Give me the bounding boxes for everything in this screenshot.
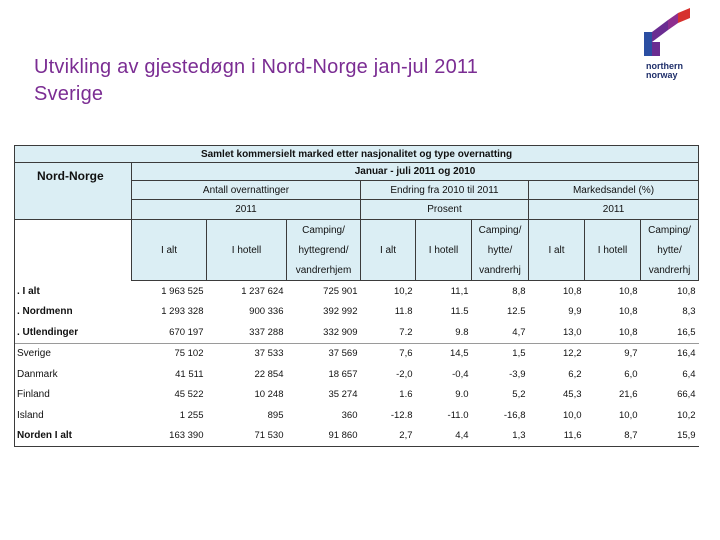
cell: 41 511 [132, 364, 207, 385]
cell: 5,2 [472, 385, 529, 406]
col-header-hotell-2: I hotell [416, 220, 472, 281]
cell: 75 102 [132, 343, 207, 364]
table-row [15, 385, 699, 406]
cell: 9.8 [416, 322, 472, 343]
cell: 10,8 [585, 322, 641, 343]
cell: 10,0 [529, 405, 585, 426]
col-header-i-alt-3: I alt [529, 220, 585, 281]
period-label: Januar - juli 2011 og 2010 [132, 163, 699, 181]
cell: 13,0 [529, 322, 585, 343]
cell: 6,4 [641, 364, 699, 385]
row-label: Finland [15, 385, 132, 406]
logo-line1: northern [646, 61, 683, 71]
cell: 10 248 [207, 385, 287, 406]
cell: -12.8 [361, 405, 416, 426]
cell: 10,2 [361, 281, 416, 302]
cell: 4,7 [472, 322, 529, 343]
col-header-camping-1-line1: Camping/ [287, 220, 361, 241]
cell: 11,1 [416, 281, 472, 302]
cell: 8,7 [585, 426, 641, 447]
slide-title-line2: Sverige [34, 83, 104, 105]
cell: 900 336 [207, 302, 287, 323]
row-label: Danmark [15, 364, 132, 385]
row-label: Sverige [15, 343, 132, 364]
cell: 14,5 [416, 343, 472, 364]
cell: -16,8 [472, 405, 529, 426]
cell: 35 274 [287, 385, 361, 406]
col-header-camping-1-line2: hyttegrend/ [287, 240, 361, 260]
cell: -11.0 [416, 405, 472, 426]
cell: 7.2 [361, 322, 416, 343]
row-label: Island [15, 405, 132, 426]
table-row [15, 302, 699, 323]
col-header-camping-3-line2: hytte/ [641, 240, 699, 260]
cell: 10,8 [529, 281, 585, 302]
col-header-i-alt-1: I alt [132, 220, 207, 281]
col-header-camping-3-line3: vandrerhj [641, 260, 699, 281]
cell: 66,4 [641, 385, 699, 406]
col-header-hotell-1: I hotell [207, 220, 287, 281]
cell: 725 901 [287, 281, 361, 302]
cell: 16,5 [641, 322, 699, 343]
cell: 8,3 [641, 302, 699, 323]
cell: 1 963 525 [132, 281, 207, 302]
cell: 392 992 [287, 302, 361, 323]
cell: -2,0 [361, 364, 416, 385]
cell: 6,2 [529, 364, 585, 385]
col-header-i-alt-2: I alt [361, 220, 416, 281]
col-header-camping-2-line1: Camping/ [472, 220, 529, 241]
cell: 11,6 [529, 426, 585, 447]
cell: 91 860 [287, 426, 361, 447]
row-label: . I alt [15, 281, 132, 302]
cell: 10,2 [641, 405, 699, 426]
cell: 332 909 [287, 322, 361, 343]
cell: 9,7 [585, 343, 641, 364]
col-header-camping-2-line2: hytte/ [472, 240, 529, 260]
cell: 15,9 [641, 426, 699, 447]
cell: 10,8 [641, 281, 699, 302]
table-row [15, 426, 699, 447]
cell: 670 197 [132, 322, 207, 343]
col-header-camping-3-line1: Camping/ [641, 220, 699, 241]
cell: 71 530 [207, 426, 287, 447]
cell: 2,7 [361, 426, 416, 447]
cell: 163 390 [132, 426, 207, 447]
cell: 10,8 [585, 281, 641, 302]
cell: 12,2 [529, 343, 585, 364]
col-header-hotell-3: I hotell [585, 220, 641, 281]
cell: 4,4 [416, 426, 472, 447]
logo-wordmark [646, 62, 683, 80]
cell: 337 288 [207, 322, 287, 343]
row-label: . Utlendinger [15, 322, 132, 343]
cell: 9,9 [529, 302, 585, 323]
cell: 1,3 [472, 426, 529, 447]
cell: 1,5 [472, 343, 529, 364]
cell: 45 522 [132, 385, 207, 406]
region-label: Nord-Norge [15, 163, 132, 220]
cell: 37 533 [207, 343, 287, 364]
cell: 1 237 624 [207, 281, 287, 302]
group-sub-overnattinger: 2011 [132, 200, 361, 220]
row-label: Norden I alt [15, 426, 132, 447]
cell: 895 [207, 405, 287, 426]
cell: 1 293 328 [132, 302, 207, 323]
logo-line2: norway [646, 70, 678, 80]
cell: -3,9 [472, 364, 529, 385]
cell: 45,3 [529, 385, 585, 406]
group-sub-endring: Prosent [361, 200, 529, 220]
row-label: . Nordmenn [15, 302, 132, 323]
cell: 37 569 [287, 343, 361, 364]
cell: 12.5 [472, 302, 529, 323]
cell: 8,8 [472, 281, 529, 302]
table-row [15, 322, 699, 343]
cell: 360 [287, 405, 361, 426]
cell: 16,4 [641, 343, 699, 364]
cell: 10,8 [585, 302, 641, 323]
cell: 1 255 [132, 405, 207, 426]
cell: 6,0 [585, 364, 641, 385]
slide-title-line1: Utvikling av gjestedøgn i Nord-Norge jan-jul 2011 [34, 56, 479, 78]
table-row [15, 405, 699, 426]
table-heading: Samlet kommersielt marked etter nasjonalitet og type overnatting [15, 146, 699, 163]
cell: 22 854 [207, 364, 287, 385]
group-sub-markedsandel: 2011 [529, 200, 699, 220]
table-row [15, 343, 699, 364]
group-label-endring: Endring fra 2010 til 2011 [361, 181, 529, 200]
cell: 21,6 [585, 385, 641, 406]
cell: 9.0 [416, 385, 472, 406]
table-row [15, 364, 699, 385]
cell: 11.5 [416, 302, 472, 323]
statistics-table-container [14, 145, 698, 447]
cell: -0,4 [416, 364, 472, 385]
group-label-overnattinger: Antall overnattinger [132, 181, 361, 200]
cell: 18 657 [287, 364, 361, 385]
cell: 1.6 [361, 385, 416, 406]
col-header-camping-1-line3: vandrerhjem [287, 260, 361, 281]
statistics-table [14, 145, 699, 447]
group-label-markedsandel: Markedsandel (%) [529, 181, 699, 200]
slide-title [34, 54, 478, 108]
col-header-camping-2-line3: vandrerhj [472, 260, 529, 281]
cell: 11.8 [361, 302, 416, 323]
table-row [15, 281, 699, 302]
cell: 10,0 [585, 405, 641, 426]
cell: 7,6 [361, 343, 416, 364]
